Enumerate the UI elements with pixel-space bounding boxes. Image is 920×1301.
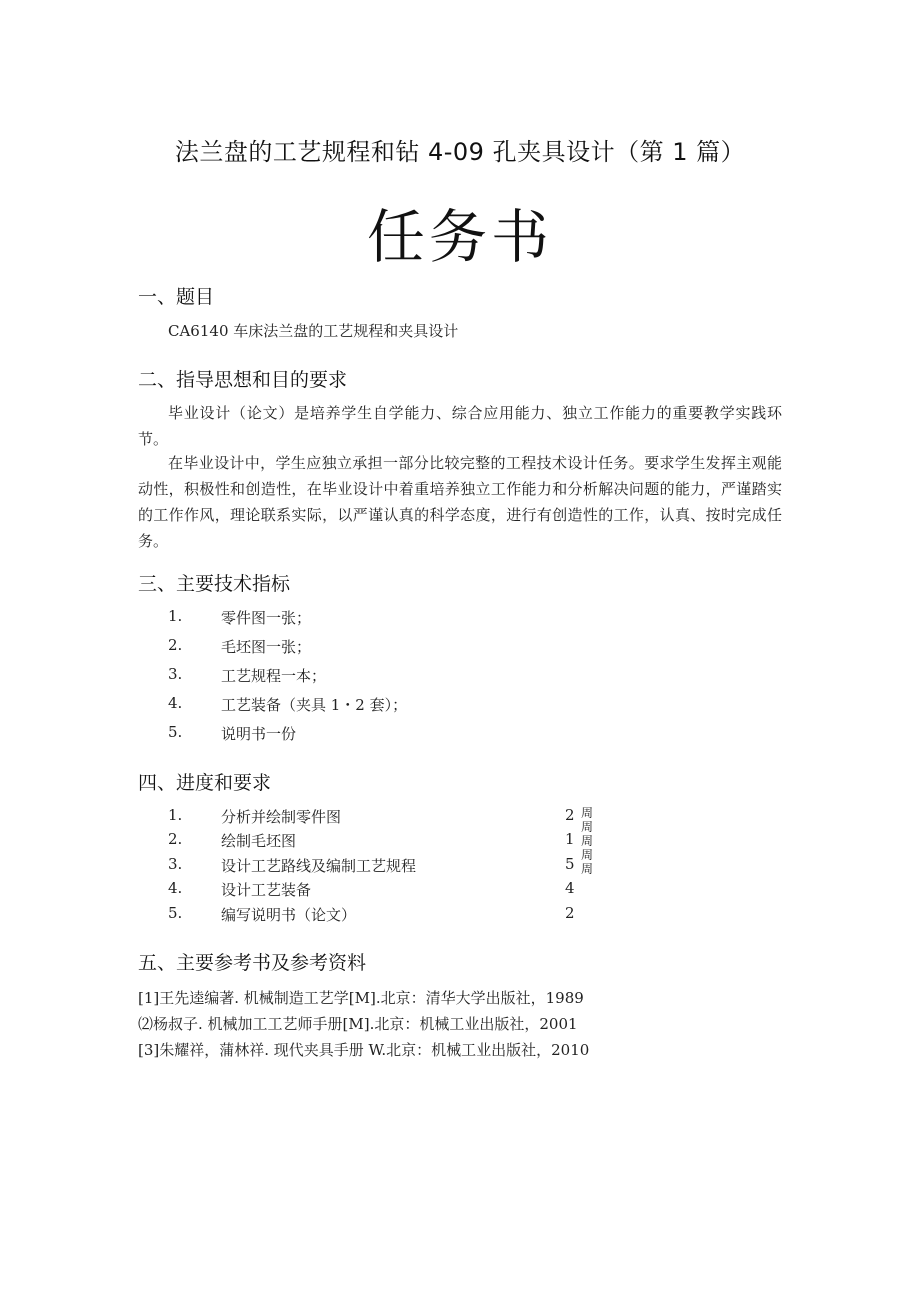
weeks-value: 4 <box>565 879 575 898</box>
item-number: 4. <box>168 694 183 712</box>
item-text: 分析并绘制零件图 <box>221 808 342 826</box>
week-unit-label: 周 <box>581 848 594 862</box>
reference-list <box>138 987 589 1065</box>
week-unit-label: 周 <box>581 806 594 820</box>
item-text: 说明书一份 <box>221 725 297 743</box>
item-number: 3. <box>168 854 183 873</box>
week-unit-label: 周 <box>581 820 594 834</box>
item-number: 2. <box>168 636 183 654</box>
item-text: 设计工艺装备 <box>221 881 312 900</box>
week-unit-column <box>581 806 597 876</box>
weeks-value: 2 <box>565 806 575 824</box>
weeks-value: 2 <box>565 903 575 922</box>
item-text: 工艺规程一本； <box>221 667 327 685</box>
section-1-heading: 一、题目 <box>138 286 215 308</box>
schedule-row <box>168 830 648 854</box>
guidance-paragraph-2: 在毕业设计中，学生应独立承担一部分比较完整的工程技术设计任务。要求学生发挥主观能动性，积极性和创造性，在毕业设计中着重培养独立工作能力和分析解决问题的能力，严谨踏实的工作作风，理论联系实际，以严谨认真的科学态度，进行有创造性的工作，认真、按时完成任务。 <box>138 454 782 550</box>
schedule-list <box>168 806 648 928</box>
item-text: 编写说明书（论文） <box>221 905 357 924</box>
task-book-title: 任务书 <box>366 203 553 271</box>
item-number: 1. <box>168 607 183 625</box>
schedule-row <box>168 879 648 903</box>
guidance-paragraph-1: 毕业设计（论文）是培养学生自学能力、综合应用能力、独立工作能力的重要教学实践环节。 <box>138 404 782 448</box>
item-number: 1. <box>168 806 183 824</box>
document-title: 法兰盘的工艺规程和钻 4-09 孔夹具设计（第 1 篇） <box>174 138 746 166</box>
weeks-value: 1 <box>565 830 575 849</box>
week-unit-label: 周 <box>581 834 594 848</box>
item-number: 4. <box>168 879 183 898</box>
item-text: 零件图一张； <box>221 609 312 627</box>
item-text: 设计工艺路线及编制工艺规程 <box>221 856 417 875</box>
item-text: 工艺装备（夹具 1・2 套）； <box>221 696 408 714</box>
item-number: 3. <box>168 665 183 683</box>
reference-item: ⑵杨叔子. 机械加工工艺师手册[M].北京：机械工业出版社，2001 <box>138 1015 578 1033</box>
week-unit-label: 周 <box>581 862 594 876</box>
reference-item: [1]王先逵编著. 机械制造工艺学[M].北京：清华大学出版社，1989 <box>138 989 584 1007</box>
item-text: 毛坯图一张； <box>221 638 312 656</box>
schedule-row <box>168 855 648 879</box>
section-3-heading: 三、主要技术指标 <box>138 573 291 595</box>
item-text: 绘制毛坯图 <box>221 832 297 851</box>
schedule-row <box>168 806 648 830</box>
section-5-heading: 五、主要参考书及参考资料 <box>138 952 367 974</box>
section-2-heading: 二、指导思想和目的要求 <box>138 369 348 391</box>
schedule-row <box>168 904 648 928</box>
topic-text: CA6140 车床法兰盘的工艺规程和夹具设计 <box>168 322 459 340</box>
weeks-value: 5 <box>565 854 575 873</box>
section-4-heading: 四、进度和要求 <box>138 772 272 794</box>
item-number: 2. <box>168 830 183 849</box>
item-number: 5. <box>168 723 183 741</box>
item-number: 5. <box>168 903 183 922</box>
reference-item: [3]朱耀祥，蒲林祥. 现代夹具手册 W.北京：机械工业出版社，2010 <box>138 1041 590 1059</box>
